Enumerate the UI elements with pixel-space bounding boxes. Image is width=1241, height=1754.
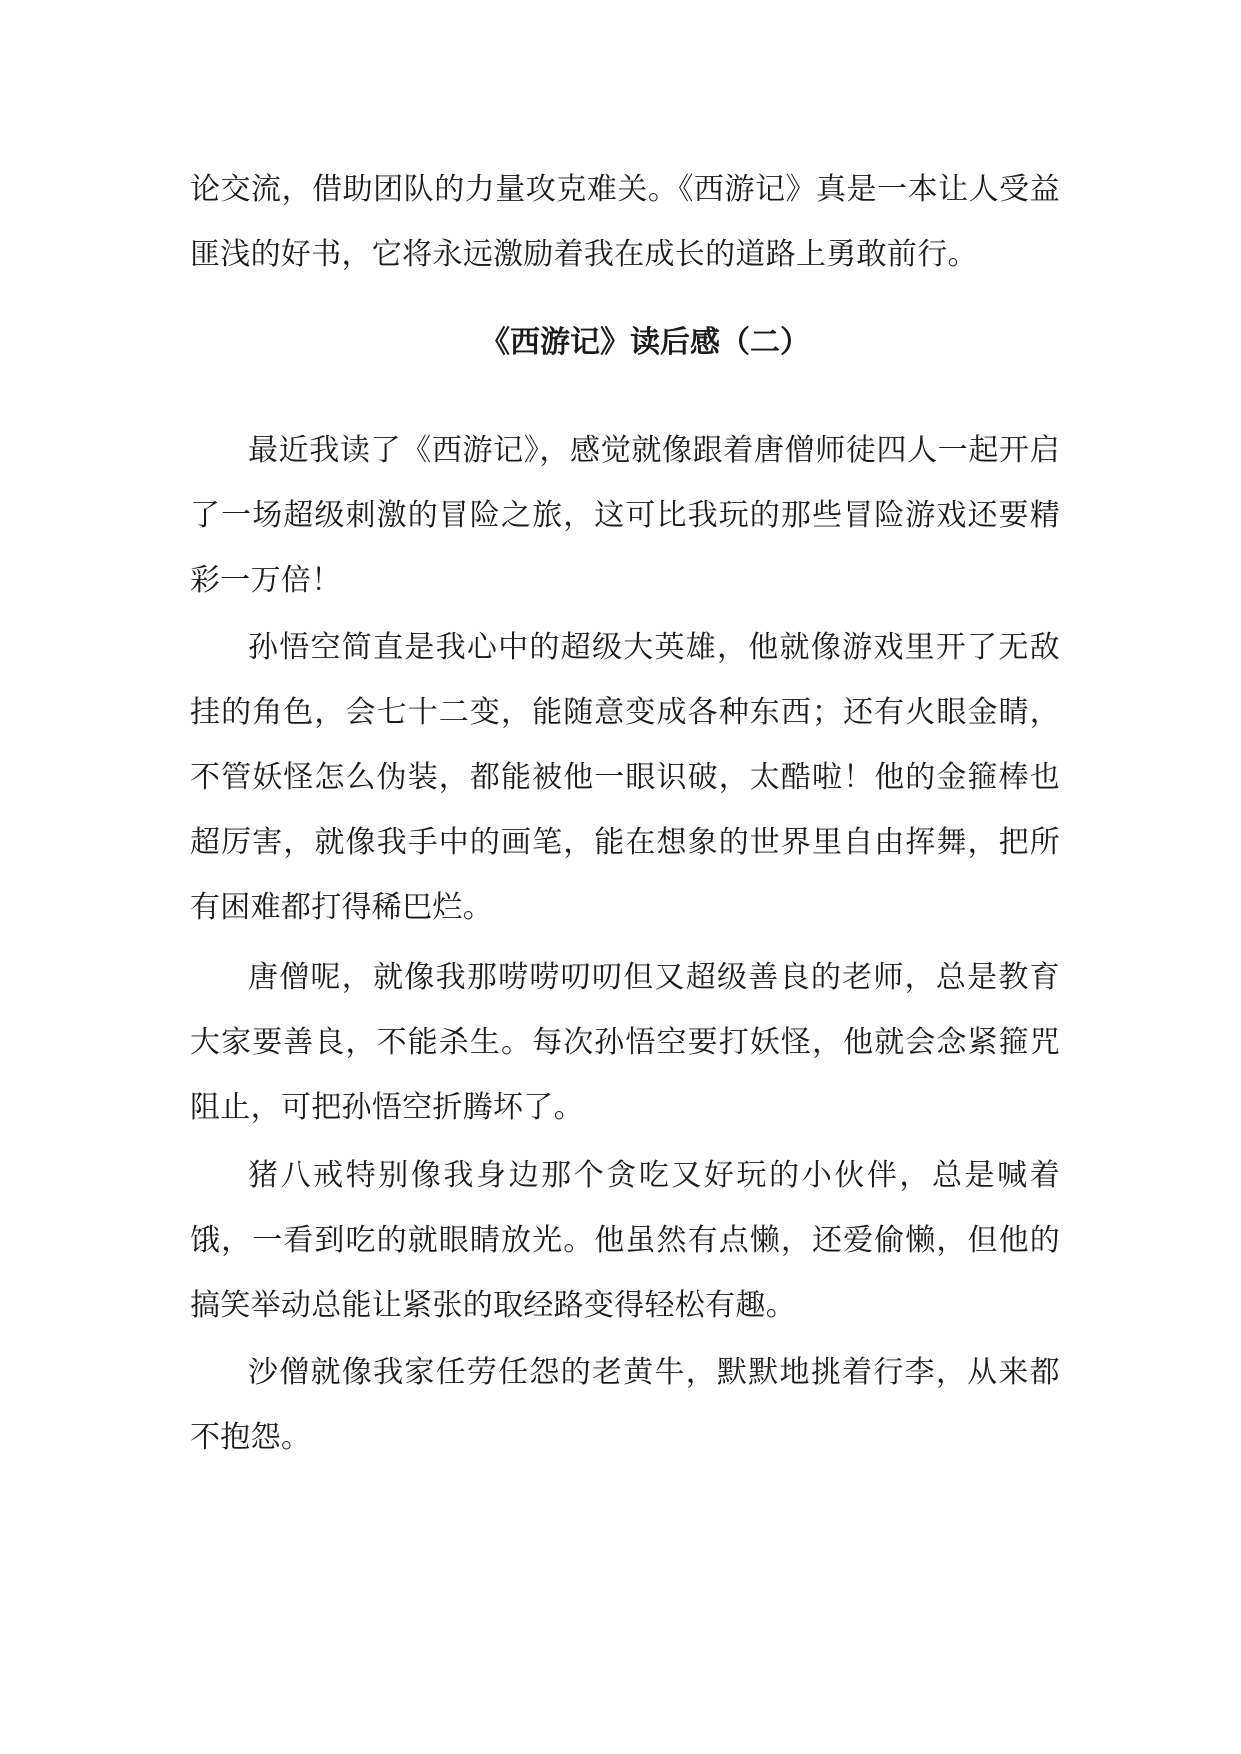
paragraph-4: 猪八戒特别像我身边那个贪吃又好玩的小伙伴，总是喊着饿，一看到吃的就眼睛放光。他虽然有点懒，还爱偷懒，但他的搞笑举动总能让紧张的取经路变得轻松有趣。: [190, 1158, 1060, 1323]
paragraph-2: 孙悟空简直是我心中的超级大英雄，他就像游戏里开了无敌挂的角色，会七十二变，能随意变成各种东西；还有火眼金睛，不管妖怪怎么伪装，都能被他一眼识破，太酷啦！他的金箍棒也超厉害，就像我手中的画笔，能在想象的世界里自由挥舞，把所有困难都打得稀巴烂。: [190, 630, 1060, 925]
section-title: 《西游记》读后感（二）: [480, 325, 810, 360]
paragraph-1: 最近我读了《西游记》，感觉就像跟着唐僧师徒四人一起开启了一场超级刺激的冒险之旅，这可比我玩的那些冒险游戏还要精彩一万倍！: [190, 433, 1060, 598]
continuation-paragraph: 论交流，借助团队的力量攻克难关。《西游记》真是一本让人受益匪浅的好书，它将永远激励着我在成长的道路上勇敢前行。: [190, 172, 1060, 272]
paragraph-3: 唐僧呢，就像我那唠唠叨叨但又超级善良的老师，总是教育大家要善良，不能杀生。每次孙悟空要打妖怪，他就会念紧箍咒阻止，可把孙悟空折腾坏了。: [190, 960, 1060, 1125]
paragraph-5: 沙僧就像我家任劳任怨的老黄牛，默默地挑着行李，从来都不抱怨。: [190, 1355, 1060, 1455]
